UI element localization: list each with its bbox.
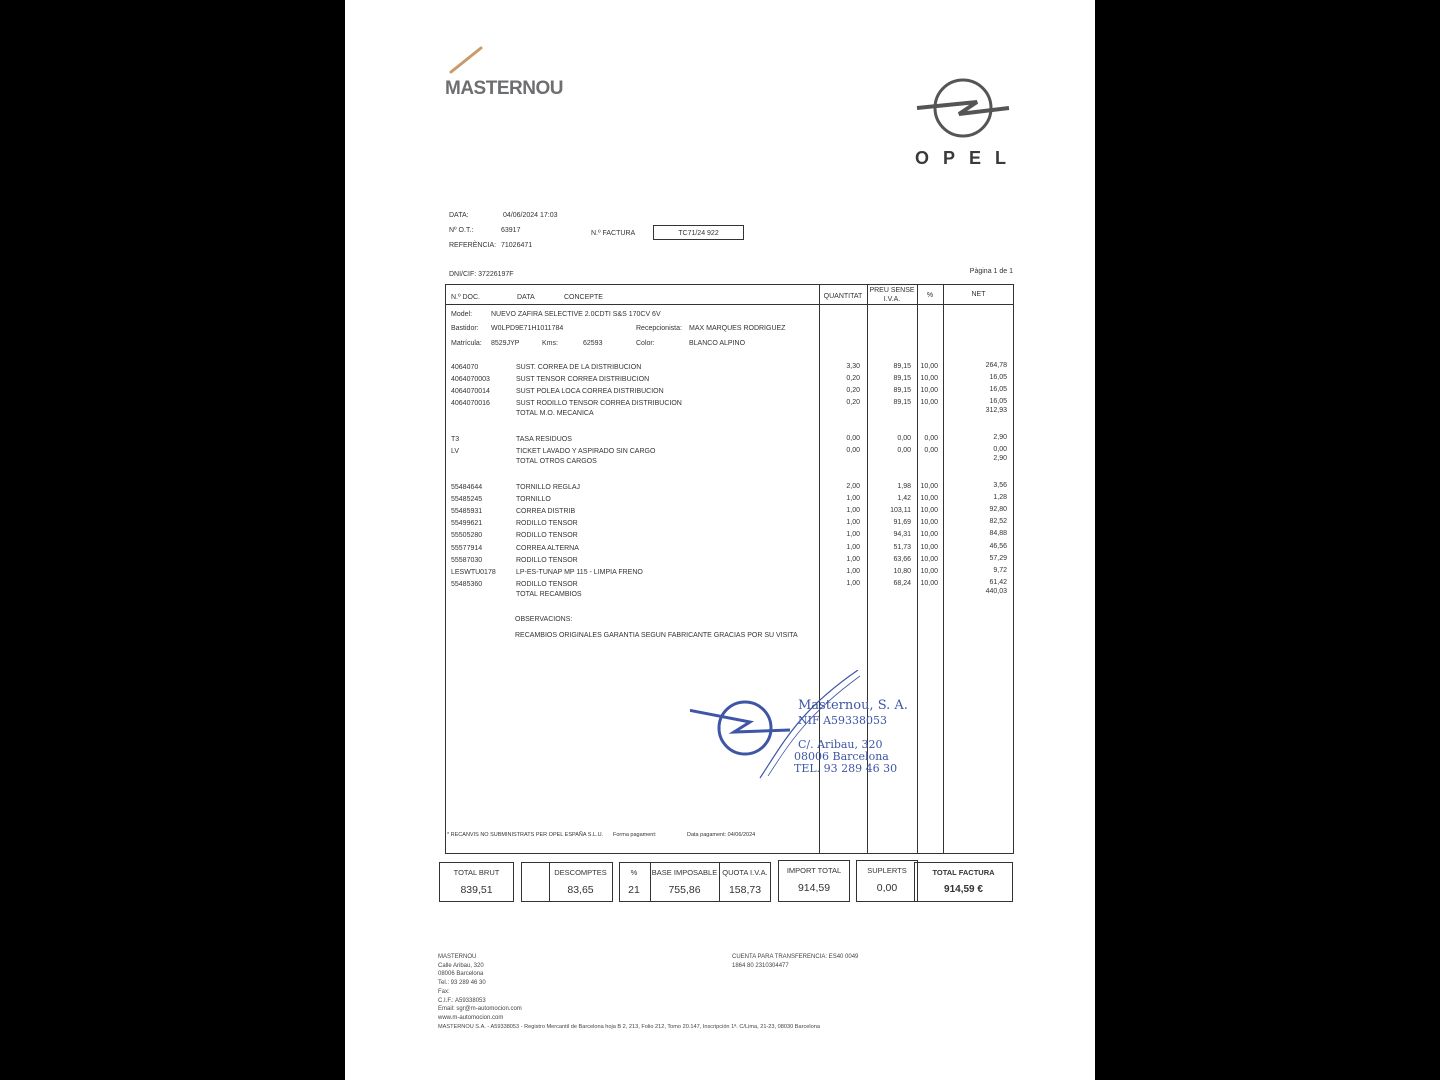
item-unit-price: 89,15 xyxy=(893,399,911,406)
item-quantity: 0,00 xyxy=(846,447,860,454)
col-header-pct: % xyxy=(926,292,934,299)
item-quantity: 0,00 xyxy=(846,435,860,442)
col-header-data: DATA xyxy=(517,294,535,301)
customer-id: DNI/CIF: 37226197F xyxy=(449,271,514,278)
item-discount-pct: 10,00 xyxy=(920,507,938,515)
observations-label: OBSERVACIONS: xyxy=(515,616,573,623)
company-footer xyxy=(438,953,522,1023)
item-net: 0,00 xyxy=(993,446,1007,453)
item-net: 2,90 xyxy=(993,434,1007,441)
subtotal-value: 2,90 xyxy=(993,455,1007,462)
receptionist-label: Recepcionista: xyxy=(636,325,682,332)
suplerts-box xyxy=(856,860,918,902)
total-brut-value: 839,51 xyxy=(460,884,493,896)
table-footnote: * RECANVIS NO SUBMINISTRATS PER OPEL ESPAÑA S.L.U. xyxy=(447,832,604,838)
tax-pct-label: % xyxy=(630,868,638,877)
item-unit-price: 63,66 xyxy=(893,555,911,563)
item-description: SUST RODILLO TENSOR CORREA DISTRIBUCION xyxy=(516,400,682,407)
item-quantity: 0,20 xyxy=(846,387,860,394)
model-value: NUEVO ZAFIRA SELECTIVE 2.0CDTI S&S 170CV 6V xyxy=(491,311,661,318)
item-net: 82,52 xyxy=(989,518,1007,526)
item-code: 4064070014 xyxy=(451,388,490,395)
item-unit-price: 1,98 xyxy=(897,483,911,490)
suplerts-value: 0,00 xyxy=(876,882,898,894)
item-discount-pct: 0,00 xyxy=(924,435,938,442)
item-net: 84,88 xyxy=(989,530,1007,538)
invoice-number-label: N.º FACTURA xyxy=(591,230,636,237)
col-header-preu-2: I.V.A. xyxy=(883,296,901,303)
item-description: TORNILLO xyxy=(516,496,551,504)
tax-pct-value: 21 xyxy=(628,884,640,896)
item-net: 9,72 xyxy=(993,566,1007,574)
color-label: Color: xyxy=(636,340,655,347)
kms-value: 62593 xyxy=(583,340,603,347)
item-code: 55499621 xyxy=(451,520,483,528)
item-net: 3,56 xyxy=(993,482,1007,489)
import-total-box xyxy=(778,860,850,902)
total-invoice-label: TOTAL FACTURA xyxy=(932,868,995,877)
item-quantity: 0,20 xyxy=(846,399,860,406)
subtotal-label: TOTAL M.O. MECANICA xyxy=(516,410,594,417)
subtotal-label: TOTAL RECAMBIOS xyxy=(516,590,582,598)
item-net: 46,56 xyxy=(989,542,1007,550)
item-discount-pct: 10,00 xyxy=(920,399,938,406)
total-invoice-box xyxy=(914,862,1013,902)
item-code: LV xyxy=(451,448,460,455)
item-discount-pct: 10,00 xyxy=(920,363,938,370)
item-quantity: 1,00 xyxy=(846,555,860,563)
total-brut-label: TOTAL BRUT xyxy=(453,868,500,877)
payment-date: Data pagament: 04/06/2024 xyxy=(687,832,756,838)
bastidor-value: W0LPD9E71H1011784 xyxy=(491,325,564,332)
item-quantity: 3,30 xyxy=(846,363,860,370)
opel-wordmark: OPEL xyxy=(915,148,1021,168)
footer-fax: Fax: xyxy=(438,988,450,995)
model-label: Model: xyxy=(451,311,473,318)
stamp-line-3: C/. Aribau, 320 xyxy=(798,738,883,751)
item-net: 61,42 xyxy=(989,578,1007,586)
item-quantity: 1,00 xyxy=(846,531,860,539)
ot-value: 63917 xyxy=(501,227,521,234)
subtotal-label: TOTAL OTROS CARGOS xyxy=(516,458,597,465)
discounts-value: 83,65 xyxy=(567,884,594,896)
brand-name: MASTERNOU xyxy=(445,78,563,99)
discounts-label: DESCOMPTES xyxy=(554,868,607,877)
item-unit-price: 89,15 xyxy=(893,375,911,382)
total-brut-box xyxy=(439,862,514,902)
item-code: 55505280 xyxy=(451,532,483,540)
stamp-line-4: 08006 Barcelona xyxy=(794,750,889,763)
invoice-number-value: TC71/24 922 xyxy=(678,230,719,237)
table-header-divider xyxy=(445,304,1014,305)
item-code: 55485360 xyxy=(451,580,483,588)
footer-company: MASTERNOU xyxy=(438,954,477,960)
color-value: BLANCO ALPINO xyxy=(689,340,746,347)
item-discount-pct: 10,00 xyxy=(920,387,938,394)
total-invoice-value: 914,59 € xyxy=(944,884,983,895)
import-total-value: 914,59 xyxy=(797,882,831,894)
item-discount-pct: 10,00 xyxy=(920,531,938,539)
item-code: 4064070003 xyxy=(451,376,490,383)
ot-label: Nº O.T.: xyxy=(449,227,474,234)
footer-tel: Tel.: 93 289 46 30 xyxy=(438,980,486,987)
item-description: RODILLO TENSOR xyxy=(516,520,578,528)
item-unit-price: 0,00 xyxy=(897,447,911,454)
item-description: TORNILLO REGLAJ xyxy=(516,484,581,491)
item-quantity: 1,00 xyxy=(846,507,860,515)
col-header-ndoc: N.º DOC. xyxy=(451,294,481,301)
item-description: SUST TENSOR CORREA DISTRIBUCION xyxy=(516,376,650,383)
item-discount-pct: 10,00 xyxy=(920,519,938,527)
transfer-account: 1864 80 2310304477 xyxy=(732,963,789,969)
vat-amount-value: 158,73 xyxy=(728,884,762,896)
item-code: T3 xyxy=(451,436,460,443)
date-label: DATA: xyxy=(449,212,469,219)
taxable-base-value: 755,86 xyxy=(668,884,701,896)
item-unit-price: 0,00 xyxy=(897,435,911,442)
masternou-logo-icon xyxy=(445,42,489,78)
item-code: 4064070 xyxy=(451,364,479,371)
item-unit-price: 10,80 xyxy=(893,567,911,575)
footer-email: Email: sgr@m-automocion.com xyxy=(438,1006,522,1013)
item-discount-pct: 10,00 xyxy=(920,567,938,575)
item-net: 1,28 xyxy=(993,494,1007,502)
company-stamp xyxy=(690,670,908,790)
invoice-number-box xyxy=(653,225,744,240)
registry-text: MASTERNOU S.A. - A59338053 - Registro Mercantil de Barcelona hoja B 2, 213, Folio 212, Tomo 20.147, Inscripción 1ª. C/Lima, 21-23, 08030 Barcelona xyxy=(438,1024,820,1030)
ref-label: REFERÈNCIA: xyxy=(449,242,497,249)
footer-cif: C.I.F.: A59338053 xyxy=(438,997,486,1004)
item-description: TICKET LAVADO Y ASPIRADO SIN CARGO xyxy=(516,448,656,455)
transfer-label: CUENTA PARA TRANSFERENCIA: ES40 0049 xyxy=(732,954,859,960)
item-code: LESWTU0178 xyxy=(451,568,496,576)
item-net: 16,05 xyxy=(989,398,1007,405)
item-code: 55485245 xyxy=(451,496,483,504)
col-header-concepte: CONCEPTE xyxy=(564,294,603,301)
col-header-quantitat: QUANTITAT xyxy=(823,293,863,300)
stamp-line-1: Masternou, S. A. xyxy=(798,698,908,713)
item-description: CORREA DISTRIB xyxy=(516,508,576,516)
item-description: RODILLO TENSOR xyxy=(516,580,578,588)
discounts-box xyxy=(521,862,613,902)
subtotal-value: 312,93 xyxy=(985,407,1007,414)
item-discount-pct: 10,00 xyxy=(920,555,938,563)
item-discount-pct: 10,00 xyxy=(920,579,938,587)
observations-text: RECAMBIOS ORIGINALES GARANTIA SEGUN FABRICANTE GRACIAS POR SU VISITA xyxy=(515,632,798,639)
kms-label: Kms: xyxy=(542,340,558,347)
item-unit-price: 91,69 xyxy=(893,519,911,527)
taxable-base-label: BASE IMPOSABLE xyxy=(651,868,718,877)
bank-transfer xyxy=(732,953,858,971)
col-header-net: NET xyxy=(971,291,986,298)
item-unit-price: 68,24 xyxy=(893,579,911,587)
item-description: RODILLO TENSOR xyxy=(516,532,578,540)
item-quantity: 1,00 xyxy=(846,567,860,575)
stamp-line-2: NIF A59338053 xyxy=(798,714,888,727)
item-quantity: 1,00 xyxy=(846,579,860,587)
payment-method: Forma pagament: xyxy=(613,832,657,838)
item-unit-price: 1,42 xyxy=(897,495,911,503)
item-discount-pct: 10,00 xyxy=(920,495,938,503)
bastidor-label: Bastidor: xyxy=(451,325,479,332)
col-divider xyxy=(943,284,944,854)
item-code: 55577914 xyxy=(451,544,483,552)
item-unit-price: 89,15 xyxy=(893,363,911,370)
footer-city: 08006 Barcelona xyxy=(438,971,484,978)
item-description: CORREA ALTERNA xyxy=(516,544,579,552)
col-header-preu-1: PREU SENSE xyxy=(869,287,915,294)
item-code: 55587030 xyxy=(451,556,483,564)
item-quantity: 0,20 xyxy=(846,375,860,382)
item-net: 264,78 xyxy=(985,362,1007,369)
item-net: 16,05 xyxy=(989,386,1007,393)
opel-logo-icon xyxy=(915,74,1015,144)
item-discount-pct: 0,00 xyxy=(924,447,938,454)
item-unit-price: 103,11 xyxy=(890,507,911,515)
item-quantity: 1,00 xyxy=(846,519,860,527)
stamp-line-5: TEL. 93 289 46 30 xyxy=(794,762,898,775)
item-quantity: 1,00 xyxy=(846,495,860,503)
footer-street: Calle Aribau, 320 xyxy=(438,962,484,969)
item-code: 55485931 xyxy=(451,508,483,516)
import-total-label: IMPORT TOTAL xyxy=(786,866,842,875)
item-discount-pct: 10,00 xyxy=(920,375,938,382)
page-number: Pàgina 1 de 1 xyxy=(969,268,1013,275)
item-description: RODILLO TENSOR xyxy=(516,556,578,564)
invoice-page xyxy=(345,0,1095,1080)
footer-web: www.m-automocion.com xyxy=(438,1014,504,1021)
item-unit-price: 94,31 xyxy=(893,531,911,539)
item-discount-pct: 10,00 xyxy=(920,543,938,551)
item-net: 16,05 xyxy=(989,374,1007,381)
item-unit-price: 89,15 xyxy=(893,387,911,394)
item-discount-pct: 10,00 xyxy=(920,483,938,490)
item-description: SUST POLEA LOCA CORREA DISTRIBUCION xyxy=(516,388,664,395)
suplerts-label: SUPLERTS xyxy=(867,866,907,875)
item-code: 4064070016 xyxy=(451,400,490,407)
item-quantity: 2,00 xyxy=(846,483,860,490)
item-description: LP-ES-TUNAP MP 115 - LIMPIA FRENO xyxy=(516,568,643,576)
subtotal-value: 440,03 xyxy=(985,587,1007,595)
receptionist-value: MAX MARQUES RODRIGUEZ xyxy=(689,325,786,332)
tax-box xyxy=(619,862,771,902)
date-value: 04/06/2024 17:03 xyxy=(503,212,558,219)
matricula-label: Matrícula: xyxy=(451,340,482,347)
item-net: 92,80 xyxy=(989,506,1007,514)
item-net: 57,29 xyxy=(989,554,1007,562)
item-description: TASA RESIDUOS xyxy=(516,436,572,443)
item-description: SUST. CORREA DE LA DISTRIBUCION xyxy=(516,364,642,371)
item-quantity: 1,00 xyxy=(846,543,860,551)
vat-amount-label: QUOTA I.V.A. xyxy=(722,868,768,877)
item-code: 55484644 xyxy=(451,484,483,491)
matricula-value: 8529JYP xyxy=(491,340,520,347)
item-unit-price: 51,73 xyxy=(893,543,911,551)
ref-value: 71026471 xyxy=(501,242,533,249)
